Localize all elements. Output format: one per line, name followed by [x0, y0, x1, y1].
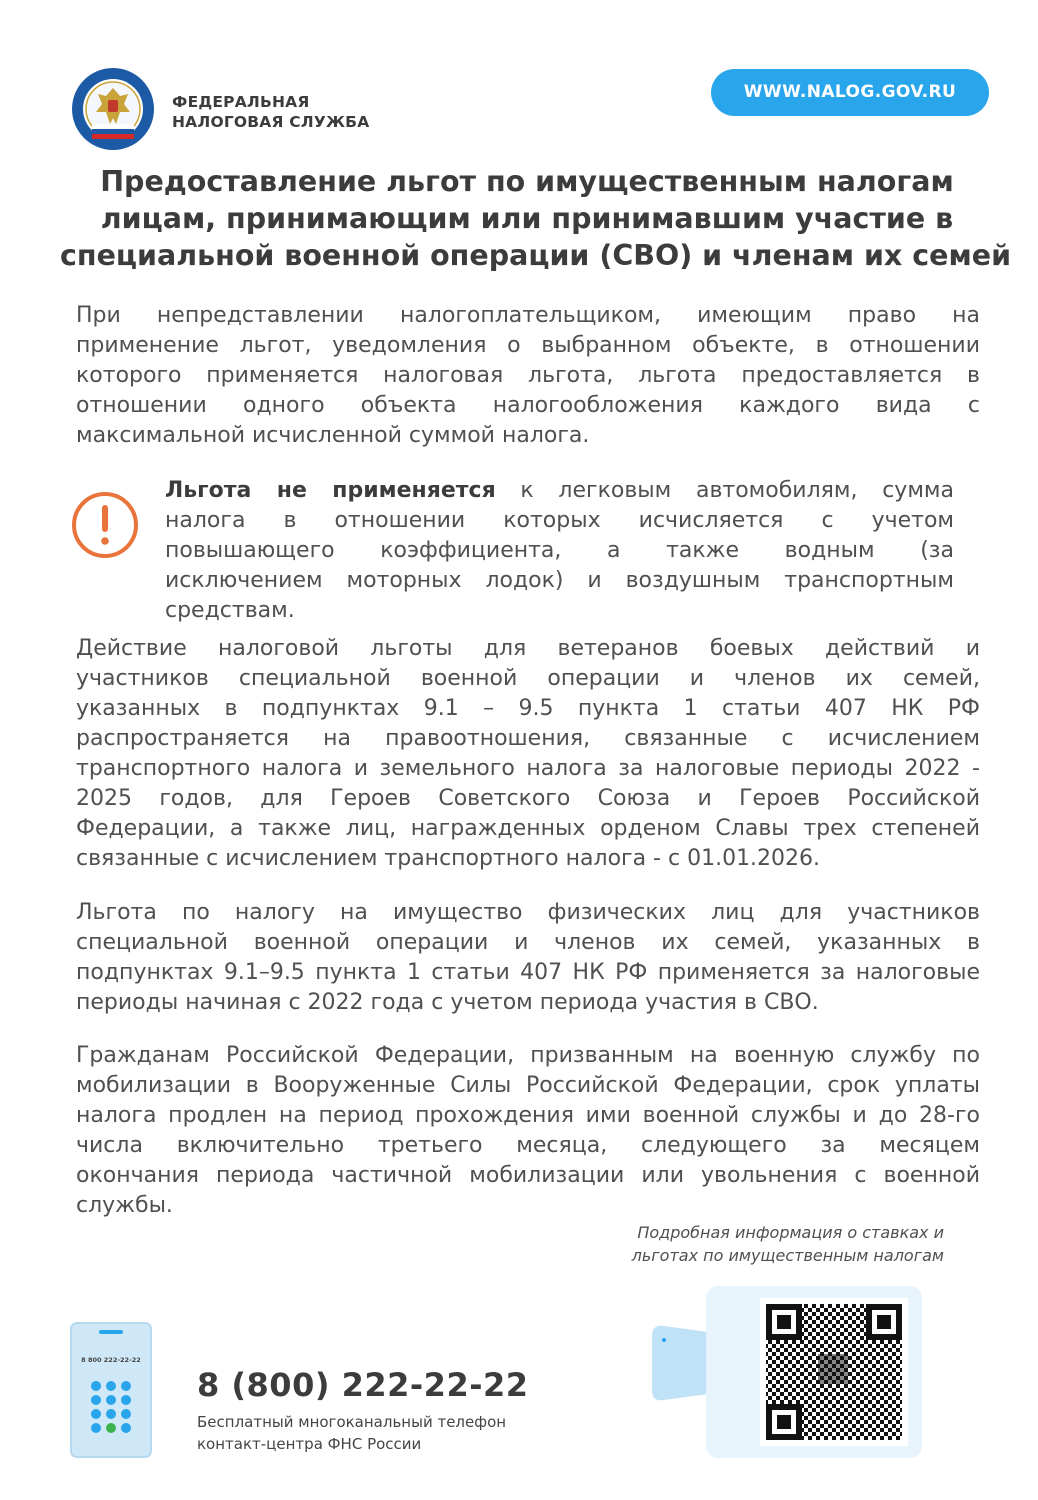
- text-line: 2025 годов, для Героев Советского Союза и Героев Российской: [76, 786, 980, 811]
- org-name: [172, 92, 369, 132]
- text-line: налога в отношении которых исчисляется с учетом: [165, 508, 954, 533]
- phone-screen-number: 8 800 222-22-22: [81, 1356, 141, 1364]
- org-name-line2: НАЛОГОВАЯ СЛУЖБА: [172, 113, 370, 131]
- warning-line1-rest: к легковым автомобилям, сумма: [495, 478, 954, 503]
- text-line: участников специальной военной операции и членов их семей,: [76, 666, 980, 691]
- caption-line: Бесплатный многоканальный телефон: [197, 1413, 507, 1431]
- text-line: применение льгот, уведомления о выбранном объекте, в отношении: [76, 333, 980, 358]
- qr-code-icon[interactable]: [648, 1284, 924, 1460]
- qr-note: [560, 1221, 944, 1267]
- text-line: Действие налоговой льготы для ветеранов боевых действий и: [76, 636, 980, 661]
- paragraph-property-tax: [76, 898, 980, 1018]
- warning-text: [165, 476, 954, 626]
- caption-line: контакт-центра ФНС России: [197, 1435, 422, 1453]
- warning-bold: Льгота не применяется: [165, 478, 496, 503]
- text-line: которого применяется налоговая льгота, льгота предоставляется в: [76, 363, 980, 388]
- text-line: числа включительно третьего месяца, следующего за месяцем: [76, 1133, 980, 1158]
- hotline-caption: [197, 1411, 506, 1455]
- text-line: максимальной исчисленной суммой налога.: [76, 423, 590, 448]
- text-line: специальной военной операции и членов их семей, указанных в: [76, 930, 980, 955]
- paragraph-veterans: [76, 634, 980, 874]
- title-line: специальной военной операции (СВО) и членам их семей: [60, 239, 1012, 272]
- text-line: Гражданам Российской Федерации, призванным на военную службу по: [76, 1043, 980, 1068]
- exclamation-circle-icon: [70, 490, 140, 560]
- phone-icon: [70, 1322, 152, 1458]
- text-line: Федерации, а также лиц, награжденных орденом Славы трех степеней: [76, 816, 980, 841]
- website-link[interactable]: WWW.NALOG.GOV.RU: [711, 69, 989, 116]
- text-line: транспортного налога и земельного налога за налоговые периоды 2022 -: [76, 756, 980, 781]
- text-line: Льгота по налогу на имущество физических лиц для участников: [76, 900, 980, 925]
- text-line: При непредставлении налогоплательщиком, имеющим право на: [76, 303, 980, 328]
- text-line: исключением моторных лодок) и воздушным транспортным: [165, 568, 954, 593]
- text-line: средствам.: [165, 598, 295, 623]
- page-title: [60, 163, 1012, 274]
- text-line: периоды начиная с 2022 года с учетом периода участия в СВО.: [76, 990, 819, 1015]
- text-line: налога продлен на период прохождения ими военной службы и до 28-го: [76, 1103, 980, 1128]
- paragraph-mobilization: [76, 1041, 980, 1221]
- text-line: отношении одного объекта налогообложения каждого вида с: [76, 393, 980, 418]
- text-line: указанных в подпунктах 9.1 – 9.5 пункта 1 статьи 407 НК РФ: [76, 696, 980, 721]
- qr-note-line: льготах по имущественным налогам: [631, 1246, 944, 1265]
- text-line: службы.: [76, 1193, 173, 1218]
- paragraph-default-benefit: [76, 301, 980, 451]
- fns-emblem-icon: [70, 66, 156, 152]
- title-line: Предоставление льгот по имущественным налогам: [100, 165, 954, 198]
- text-line: повышающего коэффициента, а также водным (за: [165, 538, 954, 563]
- text-line: [165, 476, 954, 506]
- org-name-line1: ФЕДЕРАЛЬНАЯ: [172, 93, 310, 111]
- text-line: подпунктах 9.1–9.5 пункта 1 статьи 407 НК РФ применяется за налоговые: [76, 960, 980, 985]
- title-line: лицам, принимающим или принимавшим участие в: [100, 202, 954, 235]
- text-line: связанные с исчислением транспортного налога - с 01.01.2026.: [76, 846, 821, 871]
- qr-note-line: Подробная информация о ставках и: [637, 1223, 944, 1242]
- hotline-number[interactable]: 8 (800) 222-22-22: [197, 1366, 529, 1404]
- text-line: мобилизации в Вооруженные Силы Российской Федерации, срок уплаты: [76, 1073, 980, 1098]
- text-line: распространяется на правоотношения, связанные с исчислением: [76, 726, 980, 751]
- text-line: окончания периода частичной мобилизации или увольнения с военной: [76, 1163, 980, 1188]
